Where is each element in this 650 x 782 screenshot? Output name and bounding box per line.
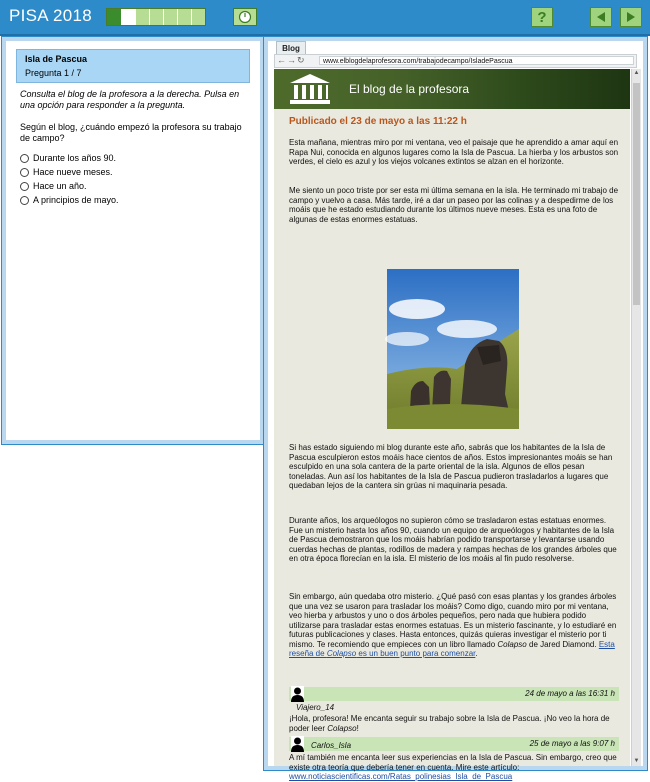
progress-segment-4 bbox=[149, 9, 163, 25]
progress-segment-5 bbox=[163, 9, 177, 25]
question-text: Según el blog, ¿cuándo empezó la profesora su trabajo de campo? bbox=[20, 122, 242, 143]
post-date: Publicado el 23 de mayo a las 11:22 h bbox=[289, 116, 467, 127]
next-button[interactable] bbox=[620, 7, 642, 27]
back-arrow-icon[interactable]: ← bbox=[277, 55, 287, 65]
comment-text bbox=[289, 714, 619, 733]
scroll-up-icon[interactable]: ▲ bbox=[633, 70, 640, 76]
user-icon bbox=[291, 736, 304, 752]
comment-body: A mí también me encanta leer sus experiencias en la Isla de Pascua. Sin embargo, creo que existe otra teoría que debería tener en cuenta. Mire este artículo: bbox=[289, 753, 617, 772]
comment-header bbox=[289, 737, 619, 751]
app-title: PISA 2018 bbox=[9, 6, 93, 25]
paragraph-text: . bbox=[475, 649, 478, 658]
option-label: A principios de mayo. bbox=[33, 195, 119, 205]
blog-header bbox=[274, 69, 630, 109]
article-link[interactable]: www.noticiascientificas.com/Ratas_polinesias_Isla_de_Pascua bbox=[289, 772, 513, 781]
question-number: Pregunta 1 / 7 bbox=[25, 68, 82, 78]
blog-paragraph: Si has estado siguiendo mi blog durante este año, sabrás que los habitantes de la Isla de Pascua esculpieron estos moáis hace cientos de años. Estos impresionantes moáis se han esculpido en una sola cantera de la parte oriental de la isla. Algunos de ellos pesan toneladas. Aun así los habitantes de la Isla de Pascua pudieron trasladarlos a lugares que quedaban lejos de la cantera sin grúas ni maquinaria pesada. bbox=[289, 443, 613, 490]
radio-button[interactable] bbox=[20, 154, 29, 163]
radio-button[interactable] bbox=[20, 168, 29, 177]
comment-author: Viajero_14 bbox=[296, 703, 335, 712]
browser-panel bbox=[264, 37, 647, 781]
answer-option[interactable] bbox=[20, 165, 119, 179]
timer-button[interactable] bbox=[233, 8, 257, 26]
comment-date: 24 de mayo a las 16:31 h bbox=[525, 689, 615, 698]
forward-arrow-icon[interactable]: → bbox=[287, 55, 297, 65]
comment-header bbox=[289, 687, 619, 701]
blog-paragraph bbox=[289, 592, 619, 659]
comment-body: ¡Hola, profesora! Me encanta seguir su trabajo sobre la Isla de Pascua. ¡No veo la hora de poder leer bbox=[289, 714, 610, 733]
paragraph-text: de Jared Diamond. bbox=[526, 639, 599, 649]
answer-option[interactable] bbox=[20, 193, 119, 207]
option-label: Hace nueve meses. bbox=[33, 167, 113, 177]
progress-segment-2 bbox=[121, 9, 135, 25]
book-title: Colapso bbox=[497, 639, 527, 649]
avatar bbox=[291, 686, 304, 702]
avatar bbox=[291, 736, 304, 752]
answer-option[interactable] bbox=[20, 151, 119, 165]
progress-segment-6 bbox=[177, 9, 191, 25]
blog-paragraph: Esta mañana, mientras miro por mi ventana, veo el paisaje que he aprendido a amar aquí en Rapa Nui, conocida en algunos lugares como la Isla de Pascua. La hierba y los arbustos son verdes, el cielo es azul y los viejos volcanes extintos se alzan en el horizonte. bbox=[289, 138, 619, 166]
url-field[interactable]: www.elblogdelaprofesora.com/trabajodecampo/IsladePascua bbox=[319, 56, 634, 65]
link-text: es un buen punto para comenzar bbox=[356, 649, 476, 658]
progress-segment-3 bbox=[135, 9, 149, 25]
comment-text bbox=[289, 753, 619, 782]
progress-indicator bbox=[106, 8, 206, 26]
refresh-icon[interactable]: ↻ bbox=[297, 55, 306, 65]
answer-options bbox=[20, 151, 119, 207]
instructions: Consulta el blog de la profesora a la derecha. Pulsa en una opción para responder a la pregunta. bbox=[20, 89, 240, 110]
progress-segment-1 bbox=[107, 9, 121, 25]
option-label: Hace un año. bbox=[33, 181, 87, 191]
comment-author: Carlos_Isla bbox=[311, 741, 352, 750]
temple-icon bbox=[288, 72, 332, 106]
comment-body: ! bbox=[356, 723, 359, 733]
paragraph-text: Sin embargo, aún quedaba otro misterio. ¿Qué pasó con esas plantas y los grandes árboles que una vez se usaron para trasladar los moáis? Como digo, cuando miro por mi ventana, veo hierba y arbustos y uno o dos árboles pequeños, pero nada que hubiera podido utilizarse para trasladar estas enormes estatuas. Es un misterio fascinante, y lo estudiaré en futuras publicaciones y clases. Hasta entonces, quizás quieras investigar el misterio por ti mismo. Te recomiendo que empieces con un libro llamado bbox=[289, 592, 617, 649]
arrow-right-icon bbox=[625, 11, 637, 23]
option-label: Durante los años 90. bbox=[33, 153, 117, 163]
question-header bbox=[16, 49, 250, 83]
blog-paragraph: Me siento un poco triste por ser esta mi última semana en la isla. He terminado mi trabajo de campo y vuelvo a casa. Más tarde, iré a dar un paseo por las colinas y a despedirme de los moáis que he estado estudiando durante los últimos nueve meses. Esta es una foto de algunas de estas enormes estatuas. bbox=[289, 186, 619, 224]
radio-button[interactable] bbox=[20, 182, 29, 191]
scroll-thumb[interactable] bbox=[633, 83, 640, 305]
help-button[interactable]: ? bbox=[531, 7, 553, 27]
address-bar bbox=[274, 54, 637, 68]
scroll-down-icon[interactable]: ▼ bbox=[633, 758, 640, 764]
previous-button[interactable] bbox=[590, 7, 612, 27]
unit-title: Isla de Pascua bbox=[25, 54, 88, 64]
moai-photo bbox=[387, 269, 519, 429]
top-bar bbox=[0, 0, 650, 36]
question-panel bbox=[2, 37, 264, 444]
blog-content bbox=[274, 109, 630, 781]
link-book-title: Colapso bbox=[326, 649, 357, 658]
user-icon bbox=[291, 686, 304, 702]
blog-paragraph bbox=[289, 516, 619, 564]
blog-title: El blog de la profesora bbox=[349, 82, 470, 96]
clock-icon bbox=[238, 10, 252, 24]
book-title: Colapso bbox=[327, 723, 357, 733]
browser-tab[interactable]: Blog bbox=[276, 41, 306, 55]
paragraph-text: Durante años, los arqueólogos no supieron cómo se trasladaron estas estatuas enormes. Fue un misterio hasta los años 90, cuando un equipo de arqueólogos y habitantes de la Isla de Pascua demostraron que los moáis habrían podido transportarse y levantarse usando cuerdas hechas de plantas, rodillos de madera y rampas hechas de los grandes árboles que en otra época florecían en la isla. El misterio de los moáis al fin pudo resolverse. bbox=[289, 516, 617, 563]
link-text: Esta reseña de bbox=[289, 639, 615, 658]
comment-date: 25 de mayo a las 9:07 h bbox=[529, 739, 615, 748]
vertical-scrollbar[interactable] bbox=[631, 69, 641, 766]
browser-nav bbox=[277, 55, 306, 66]
answer-option[interactable] bbox=[20, 179, 119, 193]
radio-button[interactable] bbox=[20, 196, 29, 205]
arrow-left-icon bbox=[595, 11, 607, 23]
progress-segment-7 bbox=[191, 9, 205, 25]
